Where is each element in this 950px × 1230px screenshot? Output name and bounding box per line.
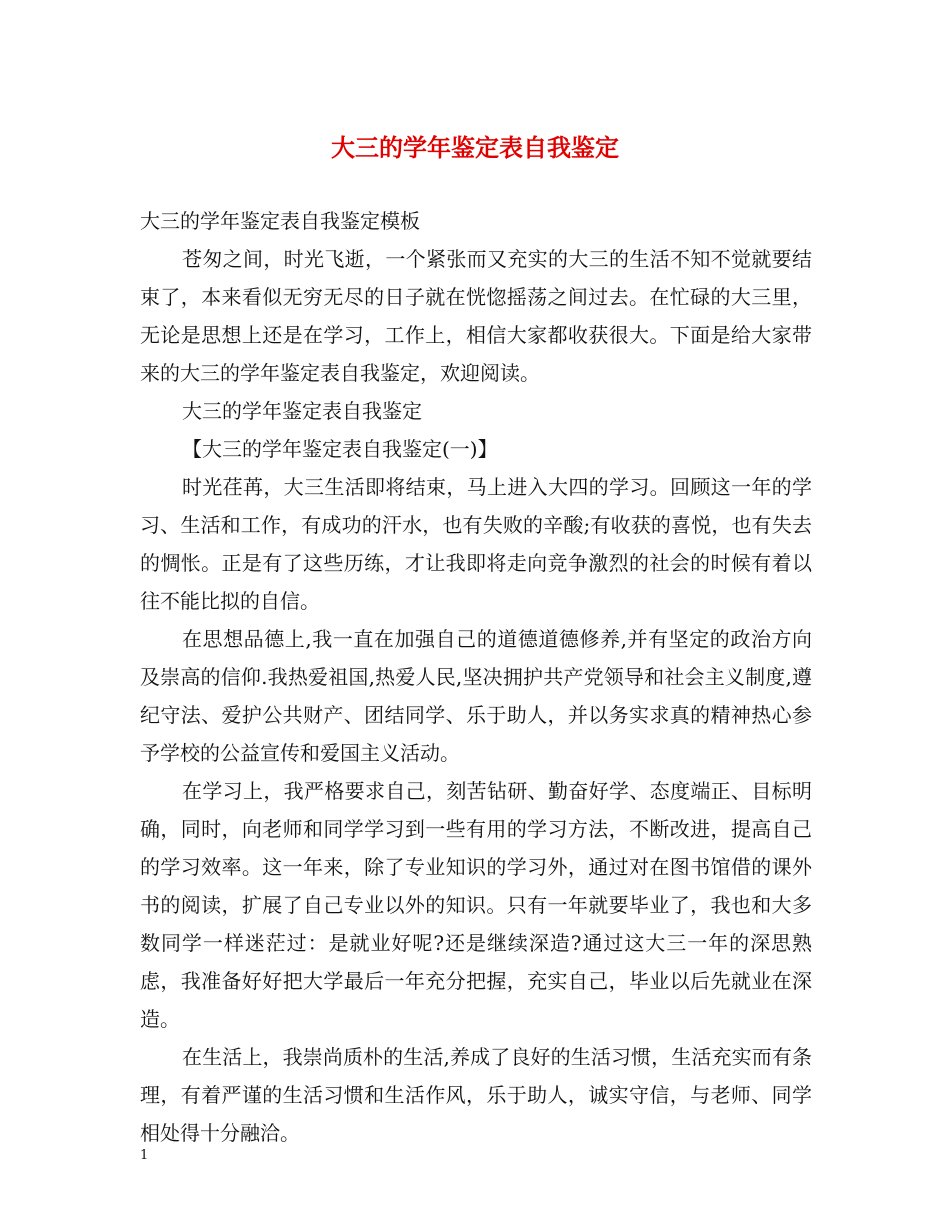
document-body: [140, 202, 812, 1152]
paragraph-body-3: 在学习上，我严格要求自己，刻苦钻研、勤奋好学、态度端正、目标明确，同时，向老师和同学学习到一些有用的学习方法，不断改进，提高自己的学习效率。这一年来，除了专业知识的学习外，通过对在图书馆借的课外书的阅读，扩展了自己专业以外的知识。只有一年就要毕业了，我也和大多数同学一样迷茫过：是就业好呢?还是继续深造?通过这大三一年的深思熟虑，我准备好好把大学最后一年充分把握，充实自己，毕业以后先就业在深造。: [140, 779, 812, 1031]
paragraph-section-heading: 【大三的学年鉴定表自我鉴定(一)】: [182, 437, 498, 461]
paragraph-heading: 大三的学年鉴定表自我鉴定: [182, 399, 422, 423]
paragraph-subtitle: 大三的学年鉴定表自我鉴定模板: [140, 209, 420, 233]
paragraph-body-2: 在思想品德上,我一直在加强自己的道德道德修养,并有坚定的政治方向及崇高的信仰.我热爱祖国,热爱人民,坚决拥护共产党领导和社会主义制度,遵纪守法、爱护公共财产、团结同学、乐于助人，并以务实求真的精神热心参予学校的公益宣传和爱国主义活动。: [140, 627, 812, 765]
document-title: 大三的学年鉴定表自我鉴定: [331, 134, 619, 162]
paragraph-body-4: 在生活上，我崇尚质朴的生活,养成了良好的生活习惯，生活充实而有条理，有着严谨的生活习惯和生活作风，乐于助人，诚实守信，与老师、同学相处得十分融洽。: [140, 1045, 812, 1145]
page-number: 1: [140, 1148, 149, 1163]
paragraph-intro: 苍匆之间，时光飞逝，一个紧张而又充实的大三的生活不知不觉就要结束了，本来看似无穷无尽的日子就在恍惚摇荡之间过去。在忙碌的大三里，无论是思想上还是在学习，工作上，相信大家都收获很大。下面是给大家带来的大三的学年鉴定表自我鉴定，欢迎阅读。: [140, 247, 812, 385]
paragraph-body-1: 时光荏苒，大三生活即将结束，马上进入大四的学习。回顾这一年的学习、生活和工作，有成功的汗水，也有失败的辛酸;有收获的喜悦，也有失去的惆怅。正是有了这些历练，才让我即将走向竞争激烈的社会的时候有着以往不能比拟的自信。: [140, 475, 812, 613]
